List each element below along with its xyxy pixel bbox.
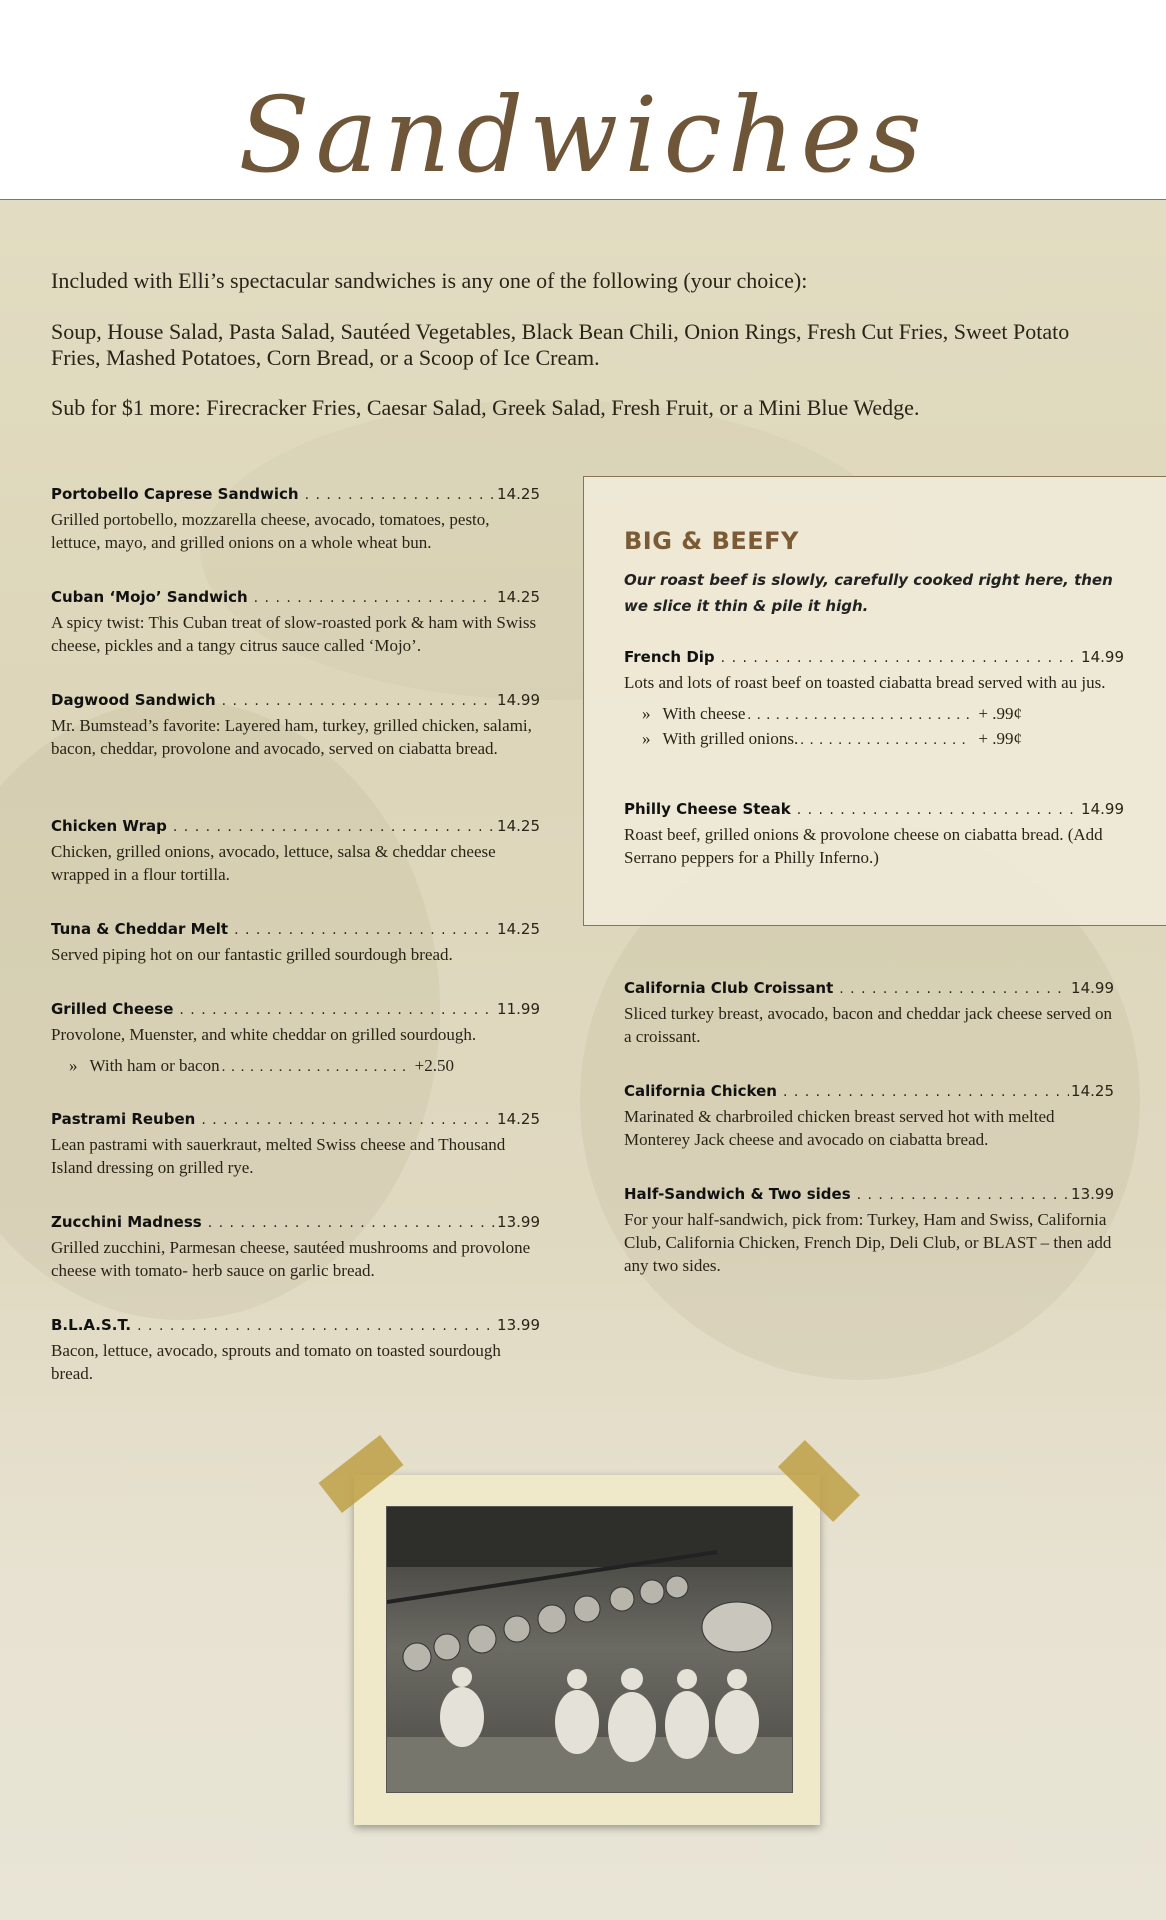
sides-list: Soup, House Salad, Pasta Salad, Sautéed Vegetables, Black Bean Chili, Onion Rings, Fresh Cut Fries, Sweet Potato Fries, Mashed Potatoes, Corn Bread, or a Scoop of Ice Cream. bbox=[51, 319, 1070, 370]
option-bullet: » bbox=[642, 729, 651, 748]
item-description: A spicy twist: This Cuban treat of slow-roasted pork & ham with Swiss cheese, pickles and a tangy citrus sauce called ‘Mojo’. bbox=[51, 613, 537, 655]
box-title: BIG & BEEFY bbox=[624, 527, 799, 555]
page-title: Sandwiches bbox=[238, 74, 928, 196]
menu-item bbox=[624, 799, 1124, 869]
menu-item bbox=[624, 1184, 1114, 1277]
item-description: Provolone, Muenster, and white cheddar on grilled sourdough. bbox=[51, 1025, 477, 1044]
item-price: 13.99 bbox=[497, 1213, 540, 1231]
leader-dots bbox=[234, 920, 495, 940]
kitchen-photo-illustration bbox=[387, 1507, 792, 1792]
item-name: Dagwood Sandwich bbox=[51, 691, 216, 709]
big-and-beefy-box bbox=[583, 476, 1166, 926]
item-price: 14.99 bbox=[1071, 979, 1114, 997]
item-name: Half-Sandwich & Two sides bbox=[624, 1185, 851, 1203]
item-name: Portobello Caprese Sandwich bbox=[51, 485, 299, 503]
menu-item bbox=[51, 999, 540, 1079]
item-price: 14.25 bbox=[497, 485, 540, 503]
leader-dots bbox=[797, 800, 1079, 820]
item-option bbox=[51, 1054, 454, 1079]
item-name: Pastrami Reuben bbox=[51, 1110, 196, 1128]
menu-item bbox=[51, 1212, 540, 1282]
leader-dots bbox=[201, 1110, 495, 1130]
item-name: Cuban ‘Mojo’ Sandwich bbox=[51, 588, 248, 606]
item-price: 14.99 bbox=[497, 691, 540, 709]
menu-item bbox=[624, 1081, 1114, 1151]
item-description: Served piping hot on our fantastic grilled sourdough bread. bbox=[51, 945, 453, 964]
item-name: California Chicken bbox=[624, 1082, 777, 1100]
item-description: Chicken, grilled onions, avocado, lettuce, salsa & cheddar cheese wrapped in a flour tortilla. bbox=[51, 842, 496, 884]
menu-item bbox=[51, 1109, 540, 1179]
item-option bbox=[624, 727, 1022, 752]
item-description: Sliced turkey breast, avocado, bacon and cheddar jack cheese served on a croissant. bbox=[624, 1004, 1113, 1046]
item-description: Lean pastrami with sauerkraut, melted Swiss cheese and Thousand Island dressing on grilled rye. bbox=[51, 1135, 506, 1177]
item-name: Tuna & Cheddar Melt bbox=[51, 920, 229, 938]
item-price: 14.99 bbox=[1081, 648, 1124, 666]
header bbox=[0, 0, 1166, 200]
option-label: With grilled onions. bbox=[662, 729, 799, 748]
leader-dots bbox=[222, 691, 495, 711]
menu-item bbox=[51, 1315, 540, 1385]
menu-item bbox=[624, 647, 1124, 752]
option-label: With ham or bacon bbox=[89, 1056, 220, 1075]
option-bullet: » bbox=[69, 1056, 78, 1075]
leader-dots bbox=[222, 1056, 409, 1079]
item-description: Marinated & charbroiled chicken breast served hot with melted Monterey Jack cheese and avocado on ciabatta bread. bbox=[624, 1107, 1055, 1149]
item-description: Bacon, lettuce, avocado, sprouts and tomato on toasted sourdough bread. bbox=[51, 1341, 501, 1383]
option-price: + .99¢ bbox=[978, 704, 1022, 723]
leader-dots bbox=[721, 648, 1079, 668]
menu-item bbox=[51, 816, 540, 886]
item-price: 13.99 bbox=[497, 1316, 540, 1334]
leader-dots bbox=[305, 485, 495, 505]
item-name: Grilled Cheese bbox=[51, 1000, 174, 1018]
leader-dots bbox=[208, 1213, 495, 1233]
item-name: Chicken Wrap bbox=[51, 817, 167, 835]
item-price: 13.99 bbox=[1071, 1185, 1114, 1203]
item-name: Philly Cheese Steak bbox=[624, 800, 791, 818]
vintage-kitchen-photo-icon bbox=[386, 1506, 793, 1793]
item-price: 14.25 bbox=[1071, 1082, 1114, 1100]
leader-dots bbox=[857, 1185, 1069, 1205]
leader-dots bbox=[783, 1082, 1069, 1102]
menu-item bbox=[51, 690, 540, 760]
item-price: 11.99 bbox=[497, 1000, 540, 1018]
item-name: California Club Croissant bbox=[624, 979, 834, 997]
item-price: 14.25 bbox=[497, 817, 540, 835]
leader-dots bbox=[800, 729, 972, 752]
menu-item bbox=[51, 587, 540, 657]
item-name: B.L.A.S.T. bbox=[51, 1316, 132, 1334]
leader-dots bbox=[173, 817, 495, 837]
option-price: + .99¢ bbox=[978, 729, 1022, 748]
leader-dots bbox=[179, 1000, 495, 1020]
photo-frame bbox=[354, 1475, 820, 1825]
item-name: French Dip bbox=[624, 648, 715, 666]
item-price: 14.99 bbox=[1081, 800, 1124, 818]
leader-dots bbox=[747, 704, 972, 727]
item-price: 14.25 bbox=[497, 588, 540, 606]
option-price: +2.50 bbox=[414, 1056, 454, 1075]
leader-dots bbox=[839, 979, 1069, 999]
sides-intro: Included with Elli’s spectacular sandwiches is any one of the following (your choice): bbox=[51, 268, 808, 293]
item-description: Roast beef, grilled onions & provolone cheese on ciabatta bread. (Add Serrano peppers for a Philly Inferno.) bbox=[624, 825, 1103, 867]
item-description: Grilled zucchini, Parmesan cheese, sautéed mushrooms and provolone cheese with tomato- herb sauce on garlic bread. bbox=[51, 1238, 531, 1280]
menu-item bbox=[51, 919, 540, 966]
leader-dots bbox=[137, 1316, 495, 1336]
item-option bbox=[624, 702, 1022, 727]
item-price: 14.25 bbox=[497, 1110, 540, 1128]
item-description: Grilled portobello, mozzarella cheese, avocado, tomatoes, pesto, lettuce, mayo, and grilled onions on a whole wheat bun. bbox=[51, 510, 490, 552]
item-name: Zucchini Madness bbox=[51, 1213, 202, 1231]
item-description: Mr. Bumstead’s favorite: Layered ham, turkey, grilled chicken, salami, bacon, cheddar, provolone and avocado, served on ciabatta bread. bbox=[51, 716, 532, 758]
menu-item bbox=[51, 484, 540, 554]
item-description: Lots and lots of roast beef on toasted ciabatta bread served with au jus. bbox=[624, 673, 1106, 692]
item-description: For your half-sandwich, pick from: Turkey, Ham and Swiss, California Club, California Chicken, French Dip, Deli Club, or BLAST – then add any two sides. bbox=[624, 1210, 1112, 1275]
option-bullet: » bbox=[642, 704, 651, 723]
item-price: 14.25 bbox=[497, 920, 540, 938]
box-subtitle: Our roast beef is slowly, carefully cooked right here, then we slice it thin & pile it high. bbox=[624, 571, 1113, 615]
menu-item bbox=[624, 978, 1114, 1048]
leader-dots bbox=[254, 588, 495, 608]
upgrade-sides: Sub for $1 more: Firecracker Fries, Caesar Salad, Greek Salad, Fresh Fruit, or a Mini Blue Wedge. bbox=[51, 395, 920, 420]
option-label: With cheese bbox=[662, 704, 746, 723]
